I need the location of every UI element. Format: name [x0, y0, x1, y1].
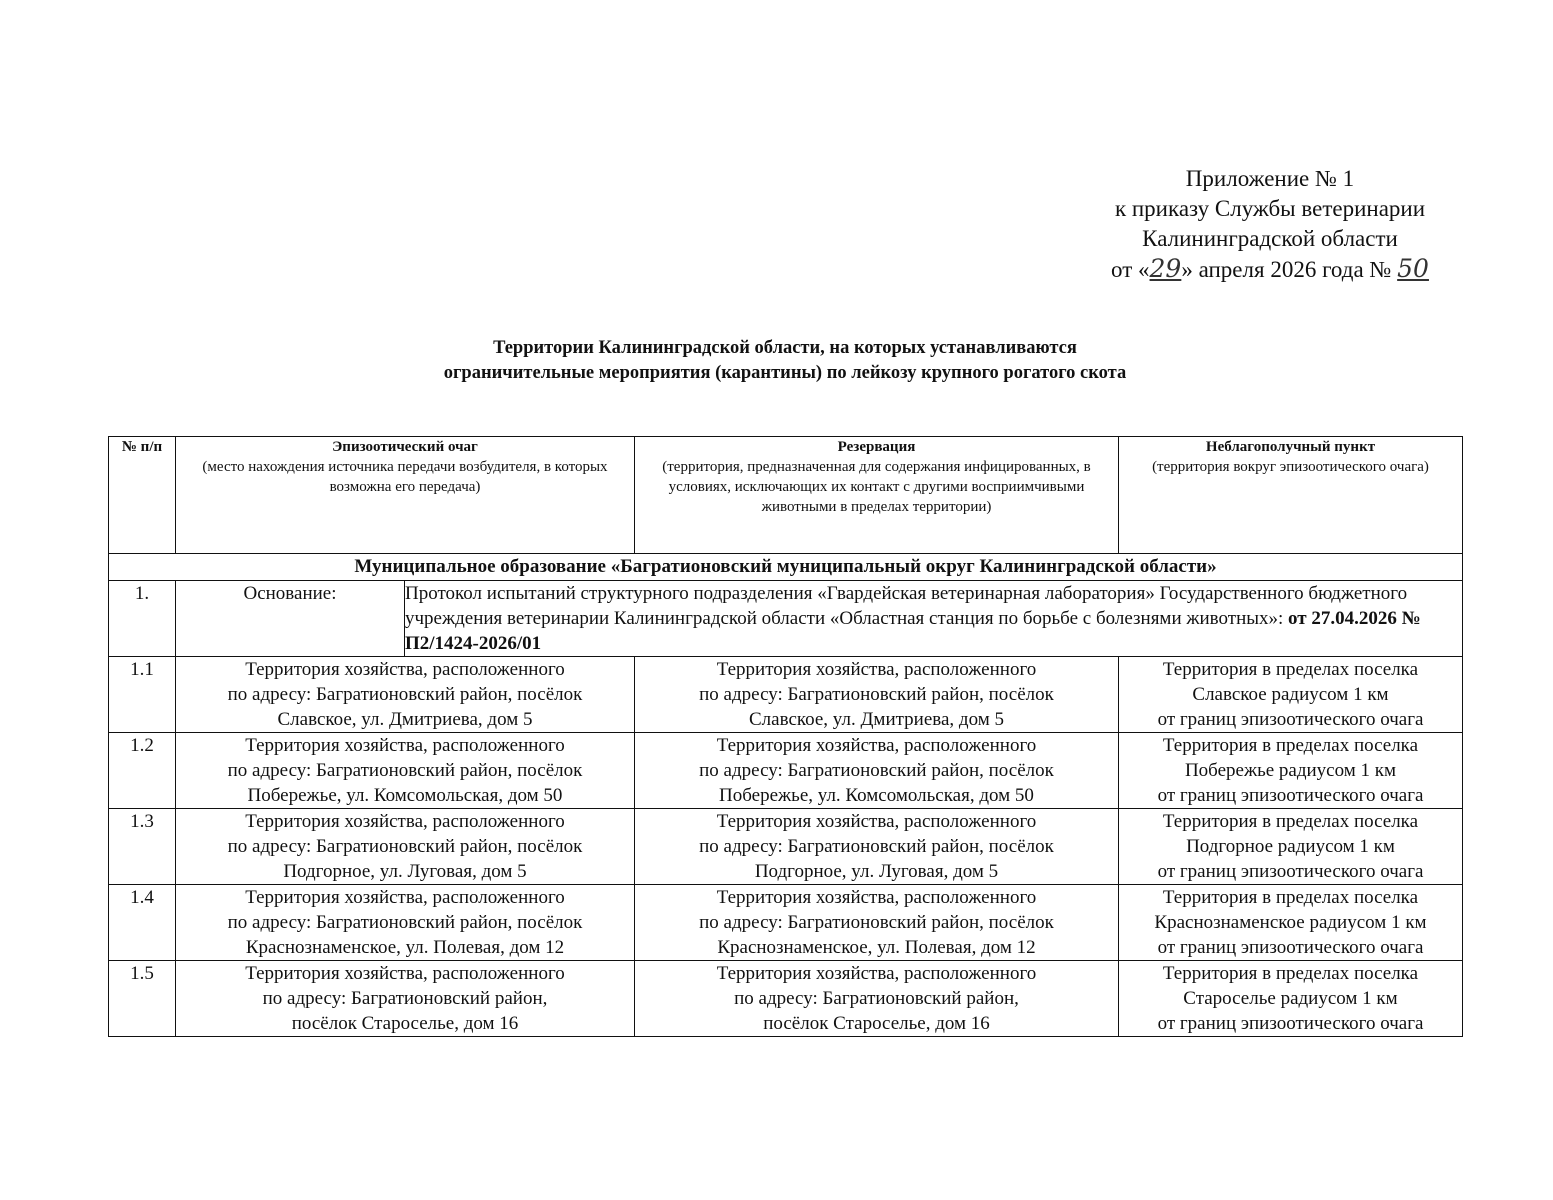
cell-line: Территория в пределах поселка: [1162, 887, 1419, 908]
cell-line: Территория хозяйства, расположенного: [245, 887, 565, 908]
cell-line: Территория в пределах поселка: [1162, 735, 1419, 756]
handwritten-order-number: 50: [1397, 254, 1429, 283]
cell-line: Краснознаменское радиусом 1 км: [1154, 912, 1427, 933]
handwritten-day: 29: [1149, 254, 1182, 283]
cell-line: посёлок Староселье, дом 16: [763, 1013, 990, 1034]
cell-line: по адресу: Багратионовский район, посёлок: [699, 684, 1054, 705]
cell-focus: [176, 961, 635, 1037]
cell-line: по адресу: Багратионовский район, посёлок: [227, 684, 583, 705]
cell-reserve: [635, 809, 1119, 885]
table-row: [109, 733, 1463, 809]
table-row: [109, 961, 1463, 1037]
section-row: [109, 554, 1463, 581]
cell-line: от границ эпизоотического очага: [1157, 937, 1424, 958]
section-title: Муниципальное образование «Багратионовский муниципальный округ Калининградской области»: [109, 554, 1463, 581]
cell-line: Побережье радиусом 1 км: [1184, 760, 1397, 781]
cell-focus: [176, 657, 635, 733]
basis-protocol-text: Протокол испытаний структурного подразделения «Гвардейская ветеринарная лаборатория» Государственного бюджетного учреждения ветеринарии Калининградской области «Областная станция по борьбе с болезнями животных»:: [405, 583, 1408, 629]
cell-unfavorable: [1119, 657, 1463, 733]
cell-unfavorable: [1119, 809, 1463, 885]
table-row: [109, 657, 1463, 733]
cell-line: Территория хозяйства, расположенного: [716, 735, 1037, 756]
document-title: [240, 336, 1330, 386]
cell-line: Территория хозяйства, расположенного: [716, 659, 1037, 680]
header-reserve: Резервация (территория, предназначенная для содержания инфицированных, в условиях, исключающих их контакт с другими восприимчивыми животными в пределах территории): [635, 437, 1119, 554]
cell-line: Подгорное, ул. Луговая, дом 5: [283, 861, 527, 882]
cell-line: Побережье, ул. Комсомольская, дом 50: [247, 785, 563, 806]
cell-line: Славское радиусом 1 км: [1192, 684, 1389, 705]
cell-reserve: [635, 657, 1119, 733]
cell-line: по адресу: Багратионовский район,: [262, 988, 548, 1009]
annex-date-line: [1040, 254, 1500, 285]
row-num: 1.3: [109, 809, 176, 885]
annex-date-prefix: от «: [1111, 257, 1150, 282]
cell-unfavorable: [1119, 733, 1463, 809]
cell-line: Территория хозяйства, расположенного: [716, 887, 1037, 908]
cell-line: Староселье радиусом 1 км: [1183, 988, 1398, 1009]
cell-unfavorable: [1119, 961, 1463, 1037]
cell-line: от границ эпизоотического очага: [1157, 785, 1424, 806]
annex-block: [1040, 164, 1500, 285]
header-focus: Эпизоотический очаг (место нахождения источника передачи возбудителя, в которых возможна его передача): [176, 437, 635, 554]
annex-line-1: Приложение № 1: [1185, 166, 1355, 191]
cell-line: Территория хозяйства, расположенного: [245, 811, 565, 832]
cell-line: по адресу: Багратионовский район, посёлок: [699, 836, 1054, 857]
cell-line: по адресу: Багратионовский район, посёлок: [699, 760, 1054, 781]
cell-focus: [176, 733, 635, 809]
annex-date-middle: » апреля 2026 года №: [1181, 257, 1392, 282]
basis-text: [405, 581, 1463, 657]
row-num: 1.2: [109, 733, 176, 809]
cell-line: Территория в пределах поселка: [1162, 811, 1419, 832]
cell-focus: [176, 809, 635, 885]
basis-row: [109, 581, 1463, 657]
cell-unfavorable: [1119, 885, 1463, 961]
cell-line: Территория хозяйства, расположенного: [245, 659, 565, 680]
cell-line: Территория в пределах поселка: [1162, 963, 1419, 984]
cell-line: Краснознаменское, ул. Полевая, дом 12: [245, 937, 565, 958]
cell-line: Территория хозяйства, расположенного: [716, 963, 1037, 984]
cell-line: по адресу: Багратионовский район, посёлок: [699, 912, 1054, 933]
cell-line: посёлок Староселье, дом 16: [291, 1013, 519, 1034]
cell-line: Территория хозяйства, расположенного: [245, 963, 565, 984]
cell-line: Славское, ул. Дмитриева, дом 5: [749, 709, 1004, 730]
cell-line: по адресу: Багратионовский район, посёлок: [227, 836, 583, 857]
basis-protocol-ref: от 27.04.2026 № П2/1424-2026/01: [405, 608, 1421, 654]
cell-line: Территория хозяйства, расположенного: [245, 735, 565, 756]
cell-line: Территория в пределах поселка: [1162, 659, 1419, 680]
row-num: 1.1: [109, 657, 176, 733]
basis-label: Основание:: [176, 581, 405, 657]
row-num: 1.4: [109, 885, 176, 961]
quarantine-table: [108, 436, 1463, 1037]
cell-reserve: [635, 961, 1119, 1037]
row-num: 1.5: [109, 961, 176, 1037]
cell-line: от границ эпизоотического очага: [1157, 709, 1424, 730]
cell-line: по адресу: Багратионовский район,: [734, 988, 1019, 1009]
document-title-line-2: ограничительные мероприятия (карантины) по лейкозу крупного рогатого скота: [443, 363, 1127, 383]
cell-line: от границ эпизоотического очага: [1157, 861, 1424, 882]
basis-num: 1.: [109, 581, 176, 657]
cell-line: по адресу: Багратионовский район, посёлок: [227, 912, 583, 933]
cell-reserve: [635, 885, 1119, 961]
header-num: № п/п: [109, 437, 176, 554]
cell-line: Подгорное радиусом 1 км: [1186, 836, 1395, 857]
cell-line: Побережье, ул. Комсомольская, дом 50: [719, 785, 1034, 806]
document-title-line-1: Территории Калининградской области, на которых устанавливаются: [493, 338, 1077, 358]
cell-line: Территория хозяйства, расположенного: [716, 811, 1037, 832]
annex-line-2: к приказу Службы ветеринарии: [1114, 196, 1426, 221]
cell-line: Славское, ул. Дмитриева, дом 5: [277, 709, 533, 730]
cell-reserve: [635, 733, 1119, 809]
cell-line: по адресу: Багратионовский район, посёлок: [227, 760, 583, 781]
table-header-row: [109, 437, 1463, 554]
header-unfavorable: Неблагополучный пункт (территория вокруг эпизоотического очага): [1119, 437, 1463, 554]
annex-line-3: Калининградской области: [1142, 226, 1398, 251]
table-row: [109, 885, 1463, 961]
table-row: [109, 809, 1463, 885]
cell-line: от границ эпизоотического очага: [1157, 1013, 1424, 1034]
cell-line: Краснознаменское, ул. Полевая, дом 12: [717, 937, 1036, 958]
cell-focus: [176, 885, 635, 961]
cell-line: Подгорное, ул. Луговая, дом 5: [754, 861, 999, 882]
